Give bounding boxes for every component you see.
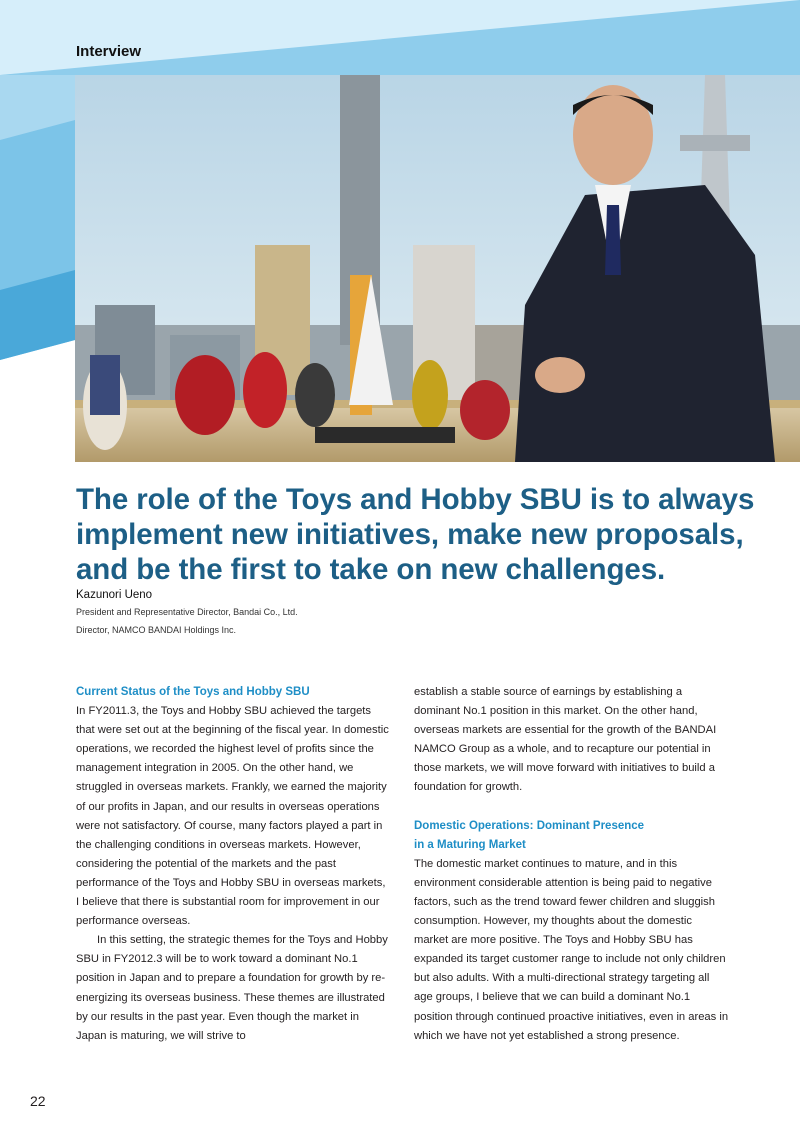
section-heading-current-status: Current Status of the Toys and Hobby SBU <box>76 686 310 698</box>
headline-line-3: and be the first to take on new challenges. <box>76 553 666 586</box>
author-title-1: President and Representative Director, Bandai Co., Ltd. <box>76 607 298 617</box>
body-paragraph: In this setting, the strategic themes for the Toys and Hobby SBU in FY2012.3 will be to work toward a dominant No.1 position in Japan and to prepare a foundation for growth by re-energizing its overseas business. These themes are illustrated by our results in the past year. Even though the market in Japan is maturing, we will strive to <box>76 934 388 1042</box>
body-column-left <box>76 683 391 1046</box>
body-paragraph: establish a stable source of earnings by establishing a dominant No.1 position in this market. On the other hand, overseas markets are essential for the growth of the BANDAI NAMCO Group as a whole, and to recapture our potential in those markets, we will move forward with initiatives to build a foundation for growth. <box>414 686 717 794</box>
headline <box>76 482 776 587</box>
section-heading-line-1: Domestic Operations: Dominant Presence <box>414 819 645 832</box>
section-label: Interview <box>76 43 142 60</box>
author-title-2: Director, NAMCO BANDAI Holdings Inc. <box>76 625 237 635</box>
body-paragraph: The domestic market continues to mature, and in this environment considerable attention is being paid to negative factors, such as the trend toward fewer children and sluggish consumption. However, my thoughts about the domestic market are more positive. The Toys and Hobby SBU has expanded its target customer range to include not only children but also adults. With a multi-directional strategy targeting all age groups, I believe that we can build a dominant No.1 position through continued proactive initiatives, even in areas in which we have not yet established a strong presence. <box>414 857 729 1042</box>
body-column-right <box>414 683 729 1046</box>
headline-line-1: The role of the Toys and Hobby SBU is to always <box>76 483 755 516</box>
section-heading-line-2: in a Maturing Market <box>414 838 526 851</box>
page-number: 22 <box>30 1093 46 1109</box>
section-heading-domestic-operations <box>414 817 729 855</box>
body-paragraph: In FY2011.3, the Toys and Hobby SBU achieved the targets that were set out at the beginning of the fiscal year. In domestic operations, we recorded the highest level of profits since the management integration in 2005. On the other hand, we struggled in overseas markets. Frankly, we earned the majority of our profits in Japan, and our results in overseas operations were not satisfactory. Of course, many factors played a part in the challenging conditions in overseas markets. However, considering the potential of the markets and the past performance of the Toys and Hobby SBU in overseas markets, I believe that there is substantial room for improvement in our performance overseas. <box>76 705 389 928</box>
interview-photo <box>75 75 800 462</box>
paragraph-gap <box>414 798 729 817</box>
author-name: Kazunori Ueno <box>76 589 153 601</box>
headline-line-2: implement new initiatives, make new proposals, <box>76 518 744 551</box>
